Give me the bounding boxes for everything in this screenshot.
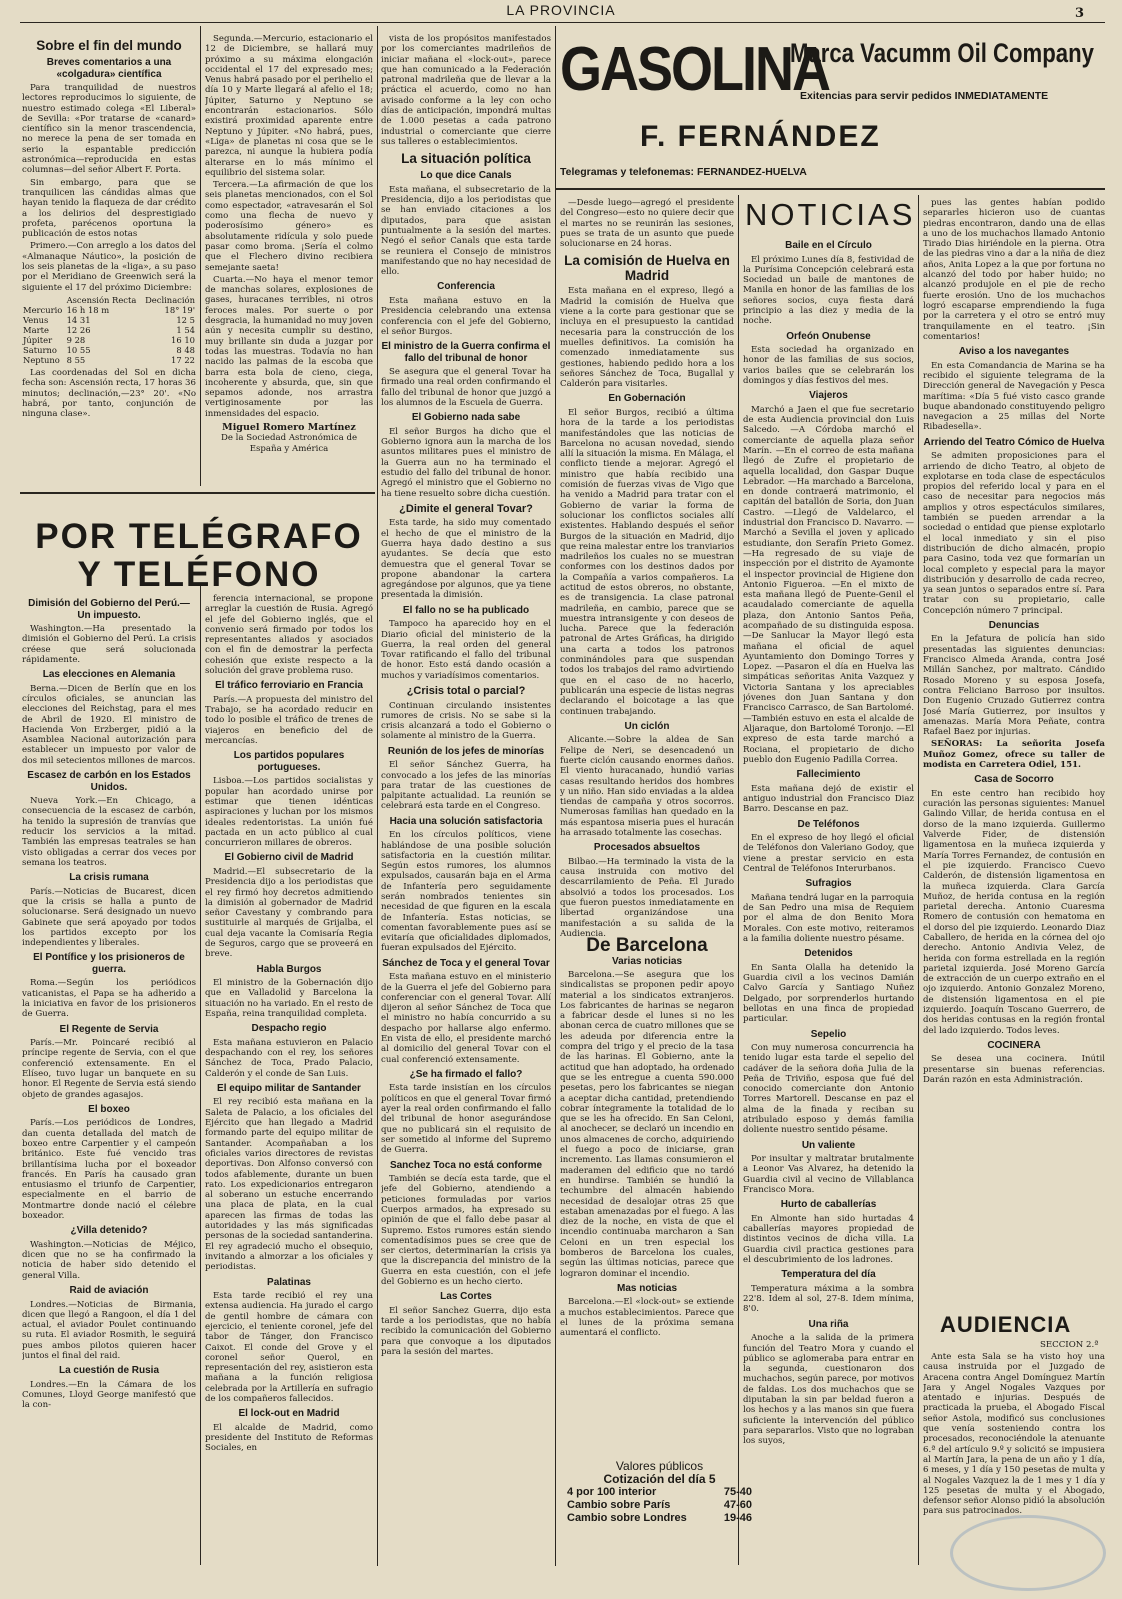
paragraph: El próximo Lunes día 8, festividad de la Purísima Concepción celebrará esta Sociedad un baile de mantones de Manila en honor de las familias de los señores socios, cuya fiesta dará principio a las diez y media de la noche. [743,254,914,327]
ad-brand: GASOLINA [560,34,830,104]
valores-value: 19-46 [723,1512,752,1524]
paragraph: El alcalde de Madrid, como presidente del Instituto de Reformas Sociales, en [205,1422,373,1454]
valores-value: 75-40 [723,1486,752,1498]
paragraph: Con muy numerosa concurrencia ha tenido lugar esta tarde el sepelio del cadáver de la señora doña Julia de la Peña de Triviño, esposa que fué del conocido comerciante don Antonio Torres Martorell. Descanse en paz el alma de la finada y reciban su atribulado esposo y demás familia doliente nuestro sentido pésame. [743,1043,914,1136]
paragraph: Esta tarde insistían en los círculos políticos en que el general Tovar firmó ayer la real orden confirmando el fallo del tribunal de honor asegurándose que no publicará sin el requisito de ser sometido al informe del Supremo de Guerra. [381,1083,551,1156]
planet-table [22,295,196,365]
headline: Un ciclón [624,720,670,732]
valores-publicos [567,1460,752,1525]
paragraph: SEÑORAS: La señorita Josefa Muñoz Gomez, ofrece su taller de modista en Carretera Odiel, 151. [923,739,1105,771]
headline: Sufragios [805,878,852,890]
headline: El Gobierno nada sabe [411,412,521,424]
paragraph: Segunda.—Mercurio, estacionario el 12 de Diciembre, se hallará muy próximo a su máxima elongación occidental el 17 del expresado mes; Venus habrá pasado por el perihelio el día 10 y Marte llegará al afelio el 18; Júpiter, Saturno y Neptuno se encontrarán estacionarios. Sólo existirá proximidad aparente entre Neptuno y Júpiter. «No habrá, pues, «Liga» de planetas ni cosa que se le parezca, ni aunque la hubiera podía alterarse en lo más mínimo el equilibrio del sistema solar. [205,34,373,178]
paragraph: El rey recibió esta mañana en la Saleta de Palacio, a los oficiales del Ejército que han llegado a Madrid formando parte del equipo militar de Santander. Acompañaban a los oficiales varios directores de revistas deportivas. Don Alfonso conversó con todos afablemente, durante un buen rato. Los expedicionarios entregaron al soberano un estuche encerrando una placa de plata, en la cual aparecen las firmas de todas las autoridades y las más significadas personas de la sociedad santanderina. El rey agradeció mucho el obsequio, invitando a almorzar a los oficiales y periodistas. [205,1097,373,1273]
headline: El boxeo [88,1103,130,1115]
article-title: Sobre el fin del mundo [36,38,182,53]
headline: Detenidos [804,948,853,960]
cell: 18° 19' [164,304,195,315]
paragraph: Continuan circulando insistentes rumores de crisis. No se sabe si la crisis alcanzará a todo el Gobierno o solamente al ministro de la Guerra. [381,700,551,742]
headline: El equipo militar de Santander [217,1082,361,1094]
paragraph: Para tranquilidad de nuestros lectores reproducimos lo siguiente, de nuestro estimado colega «El Liberal» de Sevilla: «Por tratarse de «canard» científico sin la menor trascendencia, no merece la pena de ser tomada en serio la espantable predicción astronómica—reproducida en estas columnas—del señor Albert F. Porta. [22,83,196,176]
ad-telegramas: Telegramas y telefonemas: FERNANDEZ-HUELVA [560,166,807,178]
headline: El Pontífice y los prisioneros de guerra. [33,952,185,975]
paragraph: El ministro de la Gobernación dijo que en Valladolid y Barcelona la situación no ha variado. En el resto de España, reina tranquilidad completa. [205,978,373,1019]
politica-column [381,34,551,1594]
paragraph: Londres.—Noticias de Birmania, dicen que llegó a Rangoon, el día 1 del actual, el aviador Poulet continuando su ruta. El aviador Rosmith, le seguirá pues ambos pilotos quieren hacer juntos el final del raid. [22,1299,196,1362]
cell: 8 55 [66,354,86,365]
cell: 8 48 [176,344,195,355]
paragraph: Las coordenadas del Sol en dicha fecha son: Ascensión recta, 17 horas 36 minutos; declinación,—23° 20'. «No habrá, por tanto, conjunción de ninguna clase». [22,367,196,420]
headline: El lock-out en Madrid [238,1408,340,1420]
paragraph: Por insultar y maltratar brutalmente a Leonor Vas Alvarez, ha detenido la Guardia civil al vecino de Villablanca Francisco Mora. [743,1154,914,1196]
headline: Mas noticias [616,1282,678,1294]
headline: Dimisión del Gobierno del Perú.—Un impuesto. [28,598,190,621]
paragraph: Esta mañana en el expreso, llegó a Madrid la comisión de Huelva que viene a la corte para gestionar que se incluya en el presupuesto la cantidad necesaria para la construcción de los muelles definitivos. La comisión ha comenzado inmediatamente sus gestiones, habiendo pedido hora a los señores Sánchez de Toca, Bugallal y Calderón para visitarles. [560,286,734,390]
headline: Las elecciones en Alemania [42,669,176,681]
valores-label: 4 por 100 interior [567,1486,657,1498]
table-header [22,295,66,305]
paragraph: Anoche a la salida de la primera función del Teatro Mora y cuando el público se aglomeraba para entrar en la segunda, cuestionaron dos muchachos, según parece, por motivos de faldas. Los dos muchachos que se diputaban la sin par beldad fueron a los hechos y a las manos sin que fuera suficiente la intervención del público para separarlos. Visto que no lograban los suyos, [743,1333,914,1447]
headline: En Gobernación [608,393,686,405]
headline: Fallecimiento [796,769,861,781]
headline: Conferencia [437,281,495,293]
paragraph: Madrid.—El subsecretario de la Presidencia dijo a los periodistas que el rey firmó hoy decretos admitiendo la dimisión al gobernador de Madrid señor Cavestany y combrando para sustituirle al marqués de Grijalba, el cual deja vacante la Comisaría Regia de Seguros, cargo que se proveerá en breve. [205,866,373,960]
headline: Aviso a los navegantes [958,346,1070,358]
paragraph: En los círculos políticos, viene hablándose de una posible solución satisfactoria en la cuestión militar. Según estos rumores, los alumnos expulsados, causarán baja en el Arma de Infantería pero seguidamente serán nombrados tenientes sin necesidad de que figuren en la escala de Infantería. Estas noticias, se comentan favorablemente pues así se evitaría que oficialidades diplomados, fueran expulsados del Ejército. [381,830,551,954]
headline: Escasez de carbón en los Estados Unidos. [27,770,191,793]
paragraph: Roma.—Según los periódicos vaticanistas, el Papa se ha adherido a la iniciativa en favor de los prisioneros de Guerra. [22,978,196,1020]
cell: Marte [23,324,49,335]
por-telegrafo-title: POR TELÉGRAFO Y TELÉFONO [35,517,363,594]
paragraph: Esta mañana dejó de existir el antiguo industrial don Francisco Diaz Barro. Descanse en paz. [743,783,914,815]
headline: Sánchez de Toca y el general Tovar [382,957,550,969]
cell: 16 h 18 m [66,304,110,315]
fin-mundo-article [22,34,196,490]
paragraph: Temperatura máxima a la sombra 22'8. Idem al sol, 27-8. Idem mínima, 8'0. [743,1283,914,1315]
headline: La crisis rumana [69,872,149,884]
headline: Despacho regio [251,1023,327,1035]
headline: COCINERA [987,1039,1041,1051]
headline: Arriendo del Teatro Cómico de Huelva [923,436,1105,448]
headline: Varias noticias [611,955,683,967]
table-row [22,315,196,325]
paragraph: París.—Los periódicos de Londres, dan cuenta detallada del match de boxeo entre Carpentier y el campeón británico. Este fué vencido tras brillantísima lucha por el boxeador francés. En París ha causado gran entusiasmo el triunfo de Carpentier, especialmente en el barrio de Montmartre donde nació el célebre boxeador. [22,1118,196,1222]
huelva-column [560,198,734,1458]
cell: 9 28 [66,334,86,345]
headline: El Gobierno civil de Madrid [224,852,354,864]
cell: Venus [23,314,49,325]
paragraph: El señor Burgos, recibió a última hora de la tarde a los periodistas manifestándoles que las noticias de Barcelona no acusan novedad, siendo allí la situación la misma. En Málaga, el conflicto tiende a mejorar. Agregó el ministro que había recibido una comisión de fuerzas vivas de Vigo que ha venido a Madrid para tratar con el Gobierno de variar la forma de solucionar los conflictos sociales allí existentes. Hablando después el señor Burgos de la situación en Madrid, dijo que reina malestar entre los tranviarios madrileños los cuales no se muestran conformes con los destinos dados por la Compañía a varios compañeros. La actitud de estos obreros, no obstante, es de transigencia. La clase patronal madrileña, en cambio, parece que se muestra intransigente y con deseos de lucha. Parece que la federación patronal de Artes Gráficas, ha dirigido una carta a todos los patronos conminándoles para que suspendan todos los trabajos del ramo advirtiendo que en el caso de no hacerlo, publicarán una especie de listas negras declarando el boicotage a las que continuen trabajando. [560,407,734,717]
col-divider [738,195,739,1565]
headline: Casa de Socorro [974,774,1054,786]
cell: 10 55 [66,344,91,355]
headline: Hacia una solución satisfactoria [389,815,543,827]
seccion-label: SECCION 2.ª [1040,1340,1099,1350]
headline: ¿Se ha firmado el fallo? [409,1068,523,1080]
valores-label: Cambio sobre París [567,1499,671,1511]
cell: 12 5 [176,314,195,325]
paragraph: El señor Burgos ha dicho que el Gobierno ignora aun la marcha de los asuntos militares pues el ministro de la Guerra aun no ha terminado el estudio del fallo del tribunal de honor. Agregó el ministro que el Gobierno no ha tiene resuelto sobre dicha cuestión. [381,426,551,499]
headline: El Regente de Servia [59,1023,159,1035]
col-divider [918,195,919,1565]
ad-dealer: F. FERNÁNDEZ [640,120,881,153]
headline: ¿Crisis total o parcial? [406,685,526,698]
valores-label: Cambio sobre Londres [567,1512,687,1524]
paragraph: vista de los propósitos manifestados por los comerciantes madrileños de iniciar mañana el «lock-out», parece que han comunicado a la Federación patronal madrileña que de llevar a la práctica el acuerdo, como no han avisado conforme a la ley con ocho días de anticipación, impondrá multas de 1.000 pesetas a cada patrono industrial o comerciante que cierre sus talleres o establecimientos. [381,34,551,147]
headline: Raid de aviación [69,1285,149,1297]
cell: 1 54 [176,324,195,335]
library-stamp [950,1515,1106,1591]
paragraph: También se decía esta tarde, que el jefe del Gobierno, atendiendo a peticiones formuladas por varios Cuerpos armados, ha expresado su opinión de que el fallo debe pasar al Supremo. Estos rumores están siendo comentadísimos pues se cree que de ser ciertos, determinarían la crisis ya que la discrepancia del ministro de la Guerra en esta cuestión, con el jefe del Gobierno es un hecho cierto. [381,1174,551,1287]
fin-mundo-continuation [205,34,373,490]
masthead: LA PROVINCIA [506,2,616,18]
paragraph: En Santa Olalla ha detenido la Guardia civil a los vecinos Damián Calvo García y Santiago Nuñez Delgado, por sorprenderlos hurtando bellotas en una finca de propiedad particular. [743,962,914,1025]
paragraph: En Almonte han sido hurtadas 4 caballerías mayores propiedad de distintos vecinos de dicha villa. La Guardia civil practica gestiones para el descubrimiento de los ladrones. [743,1213,914,1266]
col-divider [555,26,556,1566]
telegrafo-left-column [22,594,196,1594]
headline: Procesados absueltos [593,842,701,854]
headline: Un valiente [801,1139,856,1151]
ad-bottom-rule [555,188,1105,190]
ad-existencias: Exitencias para servir pedidos INMEDIATAMENTE [800,90,1049,102]
paragraph: Se admiten proposiciones para el arriendo de dicho Teatro, al objeto de explotarse en toda clase de espectáculos propios del referido local y para en el caso de necesitar para negocios más amplios y otros espectáculos similares, también se pueden arrendar a la sociedad o entidad que piense explotarlo el local inmediato y sin el piso distribución de dicho almacén, propio para Casino, toda vez que formarían un local completo y especial para la mayor distribución y desarrollo de cada recreo, ya sean juntos o separados entre sí. Para tratar con su propietario, calle Concepción número 7 principal. [923,451,1105,616]
headline: El ministro de la Guerra confirma el fallo del tribunal de honor [381,341,551,364]
paragraph: Se desea una cocinera. Inútil presentarse sin buenas referencias. Darán razón en esta Administración. [923,1054,1105,1086]
headline: Sepelio [810,1028,847,1040]
paragraph: Primero.—Con arreglo a los datos del «Almanaque Náutico», la posición de los seis planetas de la «liga», a su paso por el Meridiano de Greenwich será la siguiente el 17 del próximo Diciembre: [22,241,196,293]
article-title: La situación política [401,151,531,167]
paragraph: Esta tarde recibió el rey una extensa audiencia. Ha jurado el cargo de gentil hombre de cámara con ejercicio, el teniente coronel, jefe del tabor de Tánger, don Francisco Caixot. El conde del Grove y el coronel señor Querol, en representación del rey, asistieron esta mañana a la función religiosa celebrada por la Artillería en sufragio de los compañeros fallecidos. [205,1291,373,1404]
table-row [22,325,196,335]
paragraph: Washington.—Ha presentado la dimisión el Gobierno del Perú. La crisis créese que será solucionada rápidamente. [22,624,196,665]
paragraph: El señor Sanchez Guerra, dijo esta tarde a los periodistas, que no había recibido la comunicación del Gobierno para que convoque a los diputados para la sesión del martes. [381,1305,551,1357]
table-row [22,355,196,365]
headline: De Teléfonos [797,818,860,830]
headline: Una riña [808,1318,849,1330]
cell: 16 10 [171,334,195,345]
paragraph: En el expreso de hoy llegó el oficial de Teléfonos don Valeriano Godoy, que viene a prestar servicio en esta Central de Teléfonos Interurbanos. [743,833,914,874]
paragraph: En esta Comandancia de Marina se ha recibido el siguiente telegrama de la Dirección general de Navegación y Pesca marítima: «Día 5 fué visto casco grande buque abandonado constituyendo peligro navegacion a 25 millas del Norte Ribadesella». [923,360,1105,433]
table-row [22,305,196,315]
article-title: La comisión de Huelva en Madrid [564,253,730,284]
section-rule [20,492,375,494]
paragraph: Bilbao.—Ha terminado la vista de la causa instruida con motivo del descarrilamiento de Peña. El Jurado absolvió a todos los procesados. Los que fueron puestos inmediatamente en libertad organizándose una manifestación a su salida de la Audiencia. [560,856,734,939]
headline: Viajeros [809,390,848,402]
valores-row [567,1499,752,1512]
ad-marca: Marca Vacumm Oil Company [790,38,1094,68]
paragraph: Esta mañana estuvo en la Presidencia celebrando una extensa conferencia con el jefe del Gobierno, el señor Burgos. [381,295,551,337]
cell: Mercurio [23,304,63,315]
headline: Sanchez Toca no está conforme [389,1159,543,1171]
article-subtitle: Breves comentarios a una «colgadura» científica [46,57,172,80]
paragraph: En este centro han recibido hoy curación las personas siguientes: Manuel Galindo Villar, de herida contusa en el dorso de la mano izquierda. Guillermo Valverde Fider, de distensión ligamentosa en la muñeca izquierda y María Torres Fernandez, de contusión en el pie izquierdo. Francisco Cuevo Calderón, de distensión ligamentosa en la muñeca izquierda. Clara García Muñoz, de herida contusa en la región parietal derecha. Antonio Cuaresma Romero de contusión con hematoma en el dorso del pie izquierdo. Leonardo Diaz Caballero, de herida en la córnea del ojo derecho. Antonio Andivia Velez, de herida con forma estrellada en la región parietal izquierda. José Moreno García de extracción de un cuerpo extraño en el ojo izquierdo. Antonio Gonzalez Moreno, de distensión ligamentosa en el pie izquierdo. Joaquín Toscano Guerrero, de dos heridas contusas en la región frontal del lado izquierdo. Todos leves. [923,788,1105,1036]
paragraph: Mañana tendrá lugar en la parroquia de San Pedro una misa de Requiem por el alma de don Benito Mora Morales. Con este motivo, reiteramos a la familia doliente nuestro pésame. [743,892,914,944]
cell: 17 22 [171,354,195,365]
valores-subtitle: Cotización del día 5 [603,1472,716,1486]
cell: 14 31 [66,314,91,325]
headline: La cuestión de Rusia [58,1365,160,1377]
cell: Neptuno [23,354,60,365]
paragraph: Se asegura que el general Tovar ha firmado una real orden confirmando el fallo del tribunal de honor que juzgó a los alumnos de la Escuela de Guerra. [381,367,551,409]
headline: El fallo no se ha publicado [402,604,530,616]
valores-row [567,1512,752,1525]
signature-org: De la Sociedad Astronómica de España y América [220,433,358,454]
valores-title: Valores públicos [615,1459,704,1473]
paragraph: El señor Sánchez Guerra, ha convocado a los jefes de las minorías para tratar de las cuestiones de palpitante actualidad. La reunión se celebrará esta tarde en el Congreso. [381,760,551,812]
col-divider [200,585,201,1565]
valores-value: 47-60 [723,1499,752,1511]
top-rule [20,22,1105,23]
noticias-title: NOTICIAS [745,197,916,232]
paragraph: Esta mañana, el subsecretario de la Presidencia, dijo a los periodistas que se han enviado citaciones a los diputados, para que asistan puntualmente a la sesión del martes. Negó el señor Canals que esta tarde se reuniera el Consejo de ministros manifestando que no hay necesidad de ello. [381,184,551,278]
headline: ¿Dimite el general Tovar? [399,502,533,515]
paragraph: Ante esta Sala se ha visto hoy una causa instruida por el Juzgado de Aracena contra Angel Domínguez Martín Jara y Angel Nogales Vazques por atentado e injurias. Después de practicada la prueba, el Abogado Fiscal señor Astola, modificó sus conclusiones que venía sosteniendo contra los procesados, reconociéndole la atenuante 6.ª del artículo 9.º y solicitó se impusiera al Martín Jara, la pena de un año y 1 día, 6 meses, y 1 día y 150 pesetas de multa y al Nogales Vazquez la de 1 mes y 1 día y 125 pesetas de multa y el Abogado, defensor señor Alonso pidió la absolución para sus patrocinados. [923,1352,1105,1517]
table-row [22,335,196,345]
headline: ¿Villa detenido? [70,1225,148,1237]
paragraph: Barcelona.—El «lock-out» se extiende a muchos establecimientos. Parece que el lunes de la próxima semana aumentará el conflicto. [560,1297,734,1339]
page-number: 3 [1074,6,1084,21]
paragraph: Washington.—Noticias de Méjico, dicen que no se ha confirmado la noticia de haber sido detenido el general Villa. [22,1239,196,1281]
cell: Saturno [23,344,57,355]
headline: Habla Burgos [256,963,322,975]
headline: Los partidos populares portugueses. [233,750,345,773]
headline: Las Cortes [440,1291,492,1303]
headline: Palatinas [267,1276,311,1288]
noticias-column [743,236,914,1591]
paragraph: ferencia internacional, se propone arreglar la cuestión de Rusia. Agregó el jefe del Gobierno inglés, que el convenio será firmado por todos los representantes aliados y asociados con el fin de demostrar la perfecta cohesión que existe respecto a la solución del grave problema ruso. [205,594,373,677]
paragraph: Lisboa.—Los partidos socialistas y popular han acordado unirse por estimar que tienen idénticas aspiraciones y luchan por los mismos ideales redentoristas. La unión fué pactada en un acto público al cual concurrieron millares de obreros. [205,776,373,849]
paragraph: —Desde luego—agregó el presidente del Congreso—esto no quiere decir que el martes no se reunirán las sesiones, pues se trata de un asunto que puede solucionarse en 24 horas. [560,198,734,250]
paragraph: Sin embargo, para que se tranquilicen las cándidas almas que hayan tenido la flaqueza de dar crédito a los delirios del desprestigiado profeta, parécenos oportuna la publicación de estos notas [22,177,196,240]
paragraph: Tercera.—La afirmación de que los seis planetas mencionados, con el Sol como espectador, «atravesarán el Sol como una flecha de nuevo y poderosísimo género» es absolutamente ridícula y solo puede pasar como broma. ¡Sería el colmo que el Flechero divino recibiera semejante saeta! [205,180,373,273]
barcelona-title: De Barcelona [586,935,708,957]
headline: Temperatura del día [781,1269,876,1281]
audiencia-title: AUDIENCIA [940,1312,1072,1337]
headline: Lo que dice Canals [420,170,512,182]
paragraph: Cuarta.—No haya el menor temor de manchas solares, explosiones de gases, huracanes terribles, ni otros feroces males. Por suerte o por desgracia, la humanidad no muy joven aún y necesita cumplir su destino, muy brillante sin duda a juzgar por todas las muestras. Todavía no han nacido las palmas de la escoba que barra esta bola de cieno, ciega, incoherente y absurda, que, sin que sepamos adonde, nos arrastra vertiginosamente por las inmensidades del espacio. [205,274,373,419]
paragraph: pues las gentes habían podido separarles hicieron uso de cuantas piedras encontraron, dando una de ellas a uno de los muchachos llamado Antonio Tirado Dias hiriéndole en la pierna. Otra de las piedras vino a dar a la niña de diez años, Anita Lopez a la que por fortuna no alcanzó del todo por haber huido; no alcanzó produjole en el pie de recho fuerte erosión. Uno de los muchachos logró escaparse emprendiendo la fuga por la carretera y el otro se entró muy tranquilamente en el teatro. ¡Sin comentarios! [923,198,1105,342]
signature: Miguel Romero Martínez [222,421,356,433]
valores-row [567,1486,752,1499]
paragraph: Barcelona.—Se asegura que los sindicalistas se proponen pedir apoyo material a los sindicatos extranjeros. Los fabricantes de harinas se negaron a fabricar desde el lunes si no les abonan cerca de cuatro millones que se les adeuda por diferencia entre la compra del trigo y el precio de la tasa de las harinas. El Gobierno, ante la actitud que han adoptado, ha ordenado que se les entregue a cuenta 590.000 pesetas, pero los fabricantes se niegan a aceptar dicha cantidad, pretendiendo cobrar íntegramente la totalidad de lo que se les ha ofrecido. En San Celoni, al anochecer, se declaró un incendio en unos almacenes de corcho, adquiriendo el fuego a poco de iniciarse, gran incremento. Las llamas consumieron el maderamen del edificio que no tardó en hundirse. También se hundió la techumbre del almacén habiendo necesidad de desalojar otras 25 que estaban amenazadas por el fuego. A las diez de la noche, en vista de que el incendio continuaba marcharon a San Celoni en un tren especial los bomberos de Barcelona los cuales, según las últimas noticias, parece que lograron dominar el incendio. [560,970,734,1279]
table-header: Ascensión Recta [66,294,137,305]
paragraph: Alicante.—Sobre la aldea de San Felipe de Neri, se desencadenó un fuerte ciclón causando enormes daños. El viento huracanado, hundió varias casas resultando heridos dos hombres y un niño. Han sido enviadas a la aldea tiendas de campaña y otros socorros. Numerosas familias han quedado en la más espantosa miseria pues el huracán ha arrasado totalmente las cosechas. [560,735,734,839]
cell: Júpiter [23,334,53,345]
paragraph: Tampoco ha aparecido hoy en el Diario oficial del ministerio de la Guerra, la real orden del general Tovar ratificando el fallo del tribunal de honor. Esto está dando ocasión a muchos y variadísimos comentarios. [381,619,551,681]
headline: Reunión de los jefes de minorías [387,745,545,757]
paragraph: París.—Mr. Poincaré recibió al príncipe regente de Servia, con el que conferenció extensamente. En el Elíseo, tuvo lugar un banquete en su honor. El Regente de Servia está siendo objeto de grandes agasajos. [22,1038,196,1100]
headline: Baile en el Círculo [785,240,872,251]
paragraph: París.—Noticias de Bucarest, dicen que la crisis se halla a punto de solucionarse. Será designado un nuevo Gabinete que será apoyado por todos los partidos excepto por los independientes y liberales. [22,886,196,949]
cell: 12 26 [66,324,91,335]
paragraph: En la Jefatura de policía han sido presentadas las siguientes denuncias: Francisco Almeda Aranda, contra José Millán Sanchez, por maltrato. Cándido Rosado Moreno y su esposa Josefa, contra Feliciano Barroso por insultos. Don Eugenio Cruzado Gutierrez contra José María Gutierrez, por insultos y amenazas. María Mora Peñate, contra Rafael Baez por injurias. [923,634,1105,738]
headline: Orfeón Onubense [786,330,871,342]
paragraph: París.—A propuesta del ministro del Trabajo, se ha acordado reducir en todo lo posible el tráfico de trenes de viajeros en beneficio del de mercancías. [205,694,373,747]
paragraph: Esta mañana estuvo en el ministerio de la Guerra el jefe del Gobierno para conferenciar con el general Tovar. Allí dijeron al señor Sánchez de Toca que el ministro no había concurrido a su despacho por hallarse algo enfermo. En vista de ello, el presidente marchó al domicilio del general Tovar con el cual conferenció extensamente. [381,972,551,1065]
table-header: Declinación [145,294,195,305]
paragraph: Londres.—En la Cámara de los Comunes, Lloyd George manifestó que la con- [22,1379,196,1411]
paragraph: Esta mañana estuvieron en Palacio despachando con el rey, los señores Sánchez de Toca, Prado Palacio, Calderón y el conde de San Luis. [205,1037,373,1079]
headline: El tráfico ferroviario en Francia [215,680,363,692]
col-divider [377,26,378,1566]
noticias-right-column [923,198,1105,1308]
paragraph: Nueva York.—En Chicago, a consecuencia de la escasez de carbón, ha tenido la supresión de tranvías que reducir los servicios a la mitad. También las empresas teatrales se han visto obligadas a cerrar dos veces por semana los teatros. [22,796,196,868]
headline: Hurto de caballerías [780,1199,877,1211]
headline: Denuncias [988,619,1040,631]
paragraph: Berna.—Dicen de Berlín que en los círculos oficiales, se anuncian las elecciones del Reichstag, para el mes de Abril de 1920. El ministro de Hacienda Von Erzberger, pidió a la Asamblea Nacional autorización para establecer un impuesto por valor de dos mil setecientos millones de marcos. [22,683,196,766]
col-divider [200,26,201,486]
paragraph: Marchó a Jaen el que fue secretario de esta Audiencia provincial don Luis Salcedo. —A Córdoba marchó el comerciante de aquella plaza señor Marín. —En el correo de esta mañana llegó de Zufre el propietario de aquella localidad, don Gaspar Duque Lebrador. —Ha marchado a Barcelona, en donde contraerá matrimonio, el capitán del batallón de Soria, don Juan Castro. —Llegó de Valdelarco, el industrial don Francisco D. Navarro. —Marchó a Sevilla el joven y aplicado estudiante, don Serafín Prieto Gomez. —Ha regresado de su viaje de inspección por el distrito de Ayamonte el inspector provincial de Higiene don Antonio Figueroa. —En el mixto de esta mañana llegó de Puente-Genil el acaudalado comerciante de aquella plaza, don Antonio Santos Peña, acompañado de su distinguida esposa. —De Sanlucar la Mayor llegó esta mañana el oficial de aquel Ayuntamiento don Domingo Torres y Lopez. —Pasaron el día en Huelva las simpáticas señoritas Anita Vazquez y Victoria Santana y los apreciables jóvenes don Juan Santana y don Francisco Carrasco, de San Bartolomé. —También estuvo en esta el alcalde de Aljaraque, don Bartolomé Toronjo. —El expreso de esta tarde marchó a Rociana, el propietario de dicho pueblo don Eugenio Padilla Correa. [743,404,914,765]
telegrafo-right-column [205,594,373,1594]
table-row [22,345,196,355]
paragraph: Esta sociedad ha organizado en honor de las familias de sus socios, varios bailes que se celebrarán los domingos y días festivos del mes. [743,345,914,386]
paragraph: Esta tarde, ha sido muy comentado el hecho de que el ministro de la Guerra haya dado destino a sus ayudantes. Se decía que esto demuestra que el general Tovar se propone abandonar la cartera agregándose por algunos, que ya tiene presentada la dimisión. [381,518,551,601]
